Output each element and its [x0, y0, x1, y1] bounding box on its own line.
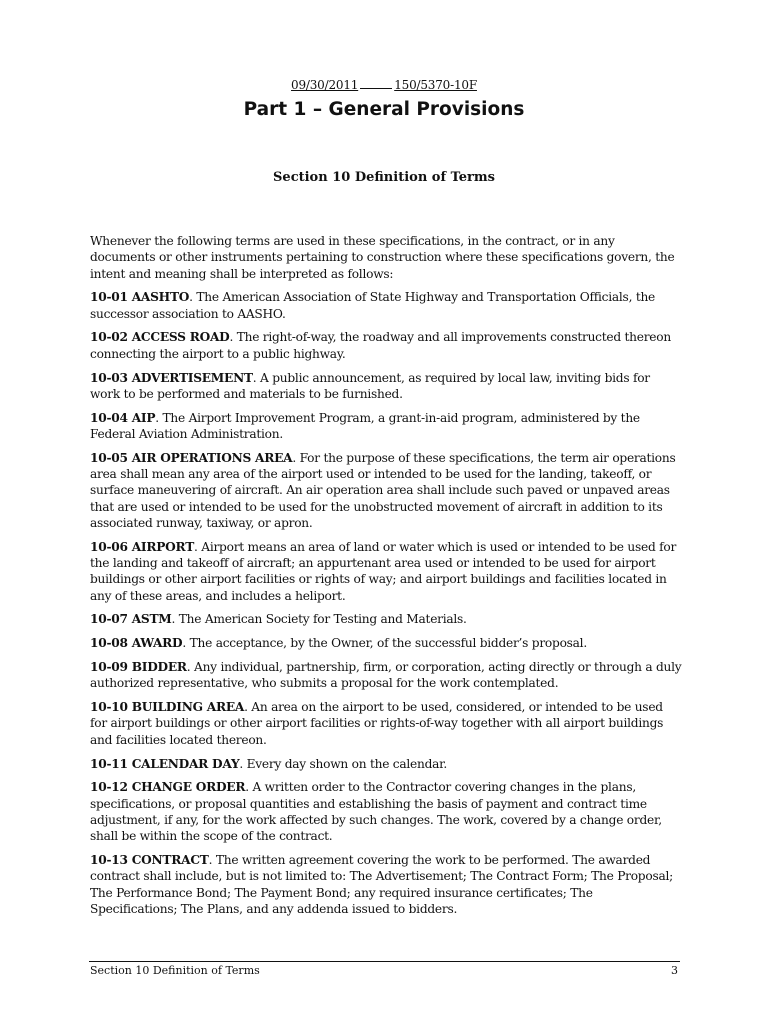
term-paragraph [90, 659, 682, 692]
term-heading: 10-03 ADVERTISEMENT [90, 370, 253, 385]
footer-divider [89, 961, 680, 962]
intro-paragraph: Whenever the following terms are used in these specifications, in the contract, or in any documents or other instruments pertaining to construction where these specifications govern, the intent and meaning shall be interpreted as follows: [90, 234, 675, 281]
term-heading: 10-11 CALENDAR DAY [90, 756, 240, 771]
term-definition: . Airport means an area of land or water which is used or intended to be used for the landing and takeoff of aircraft; an appurtenant area used or intended to be used for airport buildings or other airport facilities or rights of way; and airport buildings and facilities located in any of these areas, and includes a heliport. [90, 539, 677, 603]
term-heading: 10-08 AWARD [90, 636, 183, 651]
term-definition: . The written agreement covering the work to be performed. The awarded contract shall include, but is not limited to: The Advertisement; The Contract Form; The Proposal; The Performance Bond; The Payment Bond; any required insurance certificates; The Specifications; The Plans, and any addenda issued to bidders. [90, 853, 673, 916]
term-heading: 10-05 AIR OPERATIONS AREA [90, 450, 293, 465]
term-paragraph [90, 756, 682, 772]
term-paragraph [90, 289, 682, 322]
term-definition: . Any individual, partnership, firm, or corporation, acting directly or through a duly authorized representative, who submits a proposal for the work contemplated. [90, 660, 682, 691]
document-body [90, 233, 682, 925]
running-header [0, 78, 768, 92]
term-paragraph [90, 410, 682, 443]
term-definition: . A written order to the Contractor covering changes in the plans, specifications, or proposal quantities and establishing the basis of payment and contract time adjustment, if any, for the work affected by such changes. The work, covered by a change order, shall be within the scope of the contract. [90, 780, 662, 844]
term-definition: . The acceptance, by the Owner, of the successful bidder’s proposal. [182, 636, 587, 651]
term-paragraph [90, 329, 682, 362]
header-date: 09/30/2011 [291, 78, 359, 92]
term-heading: 10-02 ACCESS ROAD [90, 330, 230, 345]
footer-section-label: Section 10 Definition of Terms [90, 964, 260, 977]
term-paragraph [90, 635, 682, 651]
term-heading: 10-10 BUILDING AREA [90, 700, 245, 715]
term-paragraph [90, 539, 682, 604]
term-paragraph [90, 611, 682, 627]
term-definition: . The Airport Improvement Program, a grant-in-aid program, administered by the Federal Aviation Administration. [90, 410, 640, 441]
part-title: Part 1 – General Provisions [243, 99, 525, 120]
term-definition: . The right-of-way, the roadway and all improvements constructed thereon connecting the airport to a public highway. [90, 330, 671, 361]
term-definition: . The American Association of State Highway and Transportation Officials, the successor association to AASHO. [90, 290, 656, 321]
term-definition: . For the purpose of these specifications, the term air operations area shall mean any area of the airport used or intended to be used for the landing, takeoff, or surface maneuvering of aircraft. An air operation area shall include such paved or unpaved areas that are used or intended to be used for the unobstructed movement of aircraft in addition to its associated runway, taxiway, or apron. [90, 450, 676, 530]
term-heading: 10-01 AASHTO [90, 290, 190, 305]
term-paragraph [90, 852, 682, 917]
term-definition: . Every day shown on the calendar. [239, 756, 448, 771]
term-heading: 10-04 AIP [90, 410, 156, 425]
term-paragraph [90, 779, 682, 844]
term-heading: 10-07 ASTM [90, 612, 172, 627]
header-document-code: 150/5370-10F [394, 78, 477, 92]
term-paragraph [90, 450, 682, 531]
footer-page-number: 3 [671, 964, 678, 977]
term-definition: . The American Society for Testing and Materials. [171, 612, 467, 627]
term-heading: 10-12 CHANGE ORDER [90, 780, 246, 795]
term-definition: . A public announcement, as required by local law, inviting bids for work to be performed and materials to be furnished. [90, 370, 650, 401]
section-title: Section 10 Definition of Terms [273, 170, 495, 185]
term-paragraph [90, 370, 682, 403]
term-heading: 10-13 CONTRACT [90, 853, 209, 867]
term-paragraph [90, 699, 682, 748]
header-underline-gap [360, 78, 392, 89]
term-definition: . An area on the airport to be used, considered, or intended to be used for airport buildings or other airport facilities or rights-of-way together with all airport buildings and facilities located thereon. [90, 700, 664, 747]
term-heading: 10-09 BIDDER [90, 660, 187, 675]
term-heading: 10-06 AIRPORT [90, 539, 195, 554]
